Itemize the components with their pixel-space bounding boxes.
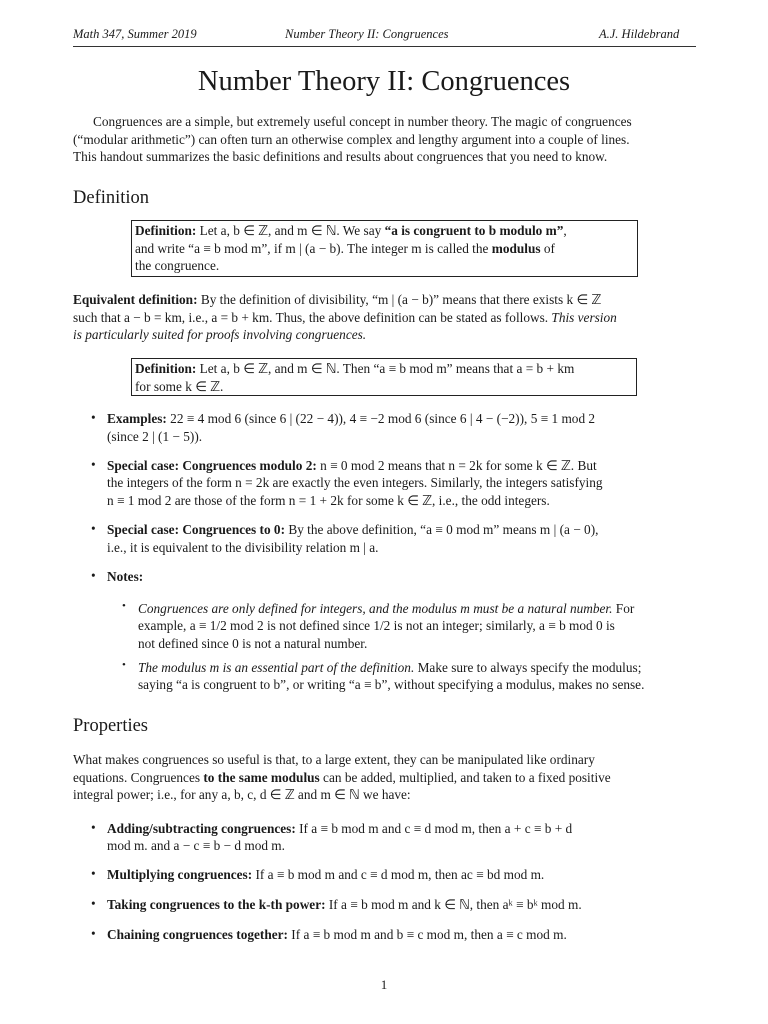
note1-line-1 [138,600,634,618]
bullet-dot: • [91,866,96,881]
def1-of: of [540,240,555,256]
def1-bold: “a is congruent to b modulo m” [384,223,564,238]
examples-text: 22 ≡ 4 mod 6 (since 6 | (22 − 4)), 4 ≡ −2 mod 6 (since 6 | 4 − (−2)), 5 ≡ 1 mod 2 [166,411,596,426]
section-properties: Properties [73,716,149,736]
bullet-dot: • [91,521,96,536]
definition-box-1 [131,220,638,277]
section-definition: Definition [73,188,150,208]
sc2-line-2: the integers of the form n = 2k are exactly the even integers. Similarly, the integers satisfying [107,475,603,490]
sub-bullet-dot: • [122,659,126,671]
prop-text-c: can be added, multiplied, and taken to a fixed positive [319,770,611,785]
properties-line-1: What makes congruences so useful is that, to a large extent, they can be manipulated like ordinary [73,752,595,767]
note1-line-2: example, a ≡ 1/2 mod 2 is not defined since 1/2 is not an integer; similarly, a ≡ b mod 0 is [138,618,615,633]
header-center: Number Theory II: Congruences [285,27,449,41]
header-rule [73,46,696,47]
equiv-line-3: is particularly suited for proofs involving congruences. [73,327,367,342]
def1-line-3: the congruence. [135,258,220,273]
def2-line-1 [135,360,633,378]
bullet-dot: • [91,926,96,941]
equiv-line-2 [73,309,617,327]
intro-line-3: This handout summarizes the basic definitions and results about congruences that you need to know. [73,149,608,164]
note1-line-3: not defined since 0 is not a natural number. [138,636,368,651]
bullet-dot: • [91,896,96,911]
note2-line-1 [138,659,641,677]
def1-text-2: and write “a ≡ b mod m”, if m | (a − b). The integer m is called the [135,240,492,256]
sc0-line-1 [107,521,598,539]
bullet-dot: • [91,457,96,472]
equiv-text-1: By the definition of divisibility, “m | (a − b)” means that there exists k ∈ ℤ [197,292,602,307]
sc2-line-1 [107,457,597,475]
equiv-italic-a: This version [551,310,617,325]
def2-line-2: for some k ∈ ℤ. [135,378,224,394]
sc2-text: n ≡ 0 mod 2 means that n = 2k for some k ∈ ℤ. But [316,458,597,473]
note2-line-2: saying “a is congruent to b”, or writing “a ≡ b”, without specifying a modulus, makes no sense. [138,677,645,692]
examples-line-2: (since 2 | (1 − 5)). [107,429,203,444]
def1-comma: , [563,223,567,238]
add-text: If a ≡ b mod m and c ≡ d mod m, then a + c ≡ b + d [295,821,573,836]
prop-bold: to the same modulus [203,770,320,785]
def1-text: Let a, b ∈ ℤ, and m ∈ ℕ. We say [196,223,385,238]
def1-line-1 [135,222,634,240]
header-right: A.J. Hildebrand [599,27,680,41]
note2-text: Make sure to always specify the modulus; [414,660,642,675]
examples-lead: Examples: [107,411,167,426]
pow-text: If a ≡ b mod m and k ∈ ℕ, then aᵏ ≡ bᵏ mod m. [325,897,582,912]
note2-italic: The modulus m is an essential part of the definition. [138,660,415,675]
chain-line [107,926,567,944]
notes-lead: Notes: [107,569,144,584]
pow-line [107,896,582,914]
page-number: 1 [380,977,388,992]
sub-bullet-dot: • [122,600,126,612]
intro-line-1: Congruences are a simple, but extremely useful concept in number theory. The magic of congruences [93,114,632,129]
bullet-dot: • [91,410,96,425]
header-left: Math 347, Summer 2019 [73,27,197,41]
sc0-text: By the above definition, “a ≡ 0 mod m” means m | (a − 0), [285,522,599,537]
equiv-text-2: such that a − b = km, i.e., a = b + km. Thus, the above definition can be stated as follows. [73,310,552,325]
properties-line-2 [73,769,611,787]
note1-text: For [612,601,635,616]
mul-line [107,866,544,884]
mul-lead: Multiplying congruences: [107,867,253,882]
def1-modulus: modulus [491,240,541,256]
def2-lead: Definition: [135,361,197,376]
def1-line-2 [135,240,634,258]
sc0-lead: Special case: Congruences to 0: [107,522,286,537]
examples-line-1 [107,410,595,428]
prop-text-a: equations. Congruences [73,770,204,785]
add-line-2: mod m. and a − c ≡ b − d mod m. [107,838,285,853]
add-lead: Adding/subtracting congruences: [107,821,296,836]
equiv-line-1 [73,291,601,309]
def1-lead: Definition: [135,223,197,238]
sc2-line-3: n ≡ 1 mod 2 are those of the form n = 1 + 2k for some k ∈ ℤ, i.e., the odd integers. [107,493,550,508]
note1-italic: Congruences are only defined for integers, and the modulus m must be a natural number. [138,601,613,616]
notes-line [107,568,143,586]
mul-text: If a ≡ b mod m and c ≡ d mod m, then ac ≡ bd mod m. [252,867,545,882]
bullet-dot: • [91,568,96,583]
add-line-1 [107,820,572,838]
bullet-dot: • [91,820,96,835]
sc0-line-2: i.e., it is equivalent to the divisibility relation m | a. [107,540,379,555]
def2-text: Let a, b ∈ ℤ, and m ∈ ℕ. Then “a ≡ b mod m” means that a = b + km [196,361,575,376]
sc2-lead: Special case: Congruences modulo 2: [107,458,317,473]
equiv-lead: Equivalent definition: [73,292,198,307]
page-title: Number Theory II: Congruences [197,66,571,97]
intro-line-2: (“modular arithmetic”) can often turn an otherwise complex and lengthy argument into a couple of lines. [73,132,630,147]
properties-line-3: integral power; i.e., for any a, b, c, d ∈ ℤ and m ∈ ℕ we have: [73,787,411,802]
pow-lead: Taking congruences to the k-th power: [107,897,326,912]
chain-lead: Chaining congruences together: [107,927,288,942]
definition-box-2 [131,358,637,396]
chain-text: If a ≡ b mod m and b ≡ c mod m, then a ≡ c mod m. [287,927,567,942]
